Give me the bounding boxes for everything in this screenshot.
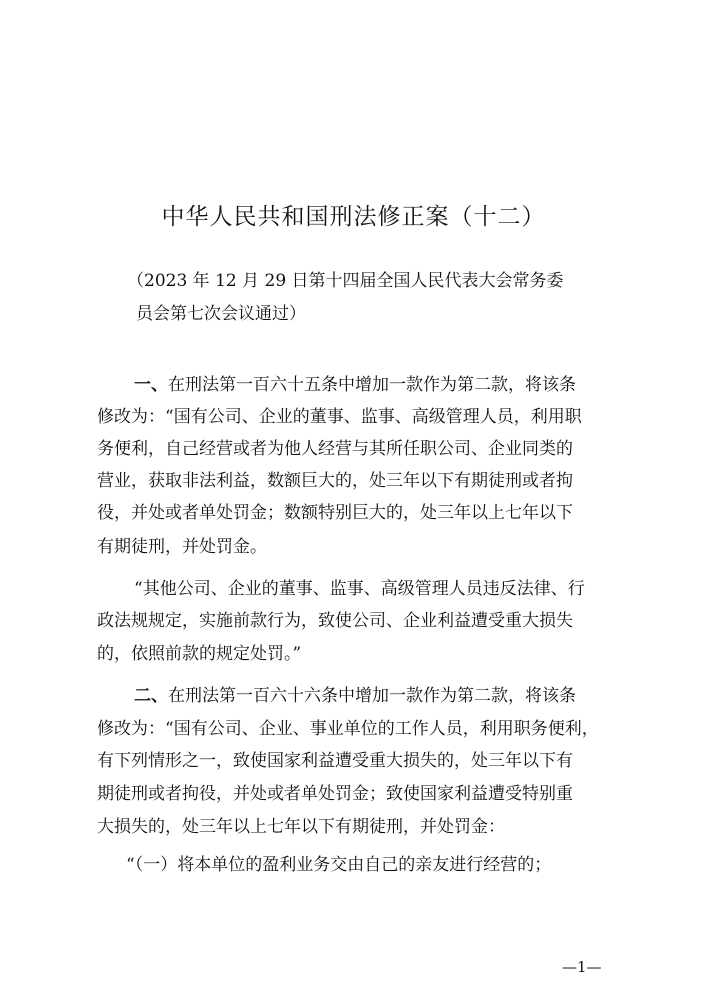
article-two-line-4: 期徒刑或者拘役，并处或者单处罚金；致使国家利益遭受特别重 xyxy=(97,784,573,804)
article-one-line-2: 修改为：“国有公司、企业的董事、监事、高级管理人员，利用职 xyxy=(97,407,582,427)
item-one-line: “（一）将本单位的盈利业务交由自己的亲友进行经营的； xyxy=(126,855,552,875)
clause-two-line-1: “其他公司、企业的董事、监事、高级管理人员违反法律、行 xyxy=(134,579,585,599)
article-two-number: 二、 xyxy=(134,686,168,706)
article-one-line-3: 务便利，自己经营或者为他人经营与其所任职公司、企业同类的 xyxy=(97,439,573,459)
article-two-line-3: 有下列情形之一，致使国家利益遭受重大损失的，处三年以下有 xyxy=(97,751,573,771)
document-title: 中华人民共和国刑法修正案（十二） xyxy=(161,204,546,230)
article-two-intro: 在刑法第一百六十六条中增加一款作为第二款，将该条 xyxy=(168,686,576,706)
article-two-line-5: 大损失的，处三年以上七年以下有期徒刑，并处罚金： xyxy=(97,817,505,837)
article-one-line-5: 役，并处或者单处罚金；数额特别巨大的，处三年以上七年以下 xyxy=(97,503,573,523)
subtitle-line-2: 员会第七次会议通过） xyxy=(136,304,306,324)
article-two-line-2: 修改为：“国有公司、企业、事业单位的工作人员，利用职务便利， xyxy=(97,719,599,739)
article-two-first-line xyxy=(134,685,576,707)
clause-two-line-2: 政法规规定，实施前款行为，致使公司、企业利益遭受重大损失 xyxy=(97,611,573,631)
article-one-first-line xyxy=(134,374,576,396)
article-one-line-4: 营业，获取非法利益，数额巨大的，处三年以下有期徒刑或者拘 xyxy=(97,471,573,491)
clause-two-line-3: 的，依照前款的规定处罚。” xyxy=(97,644,302,664)
article-one-number: 一、 xyxy=(134,375,168,395)
article-one-line-6: 有期徒刑，并处罚金。 xyxy=(97,537,267,557)
subtitle-line-1: （2023 年 12 月 29 日第十四届全国人民代表大会常务委 xyxy=(127,271,564,291)
article-one-intro: 在刑法第一百六十五条中增加一款作为第二款，将该条 xyxy=(168,375,576,395)
page-number: —1— xyxy=(562,958,602,976)
